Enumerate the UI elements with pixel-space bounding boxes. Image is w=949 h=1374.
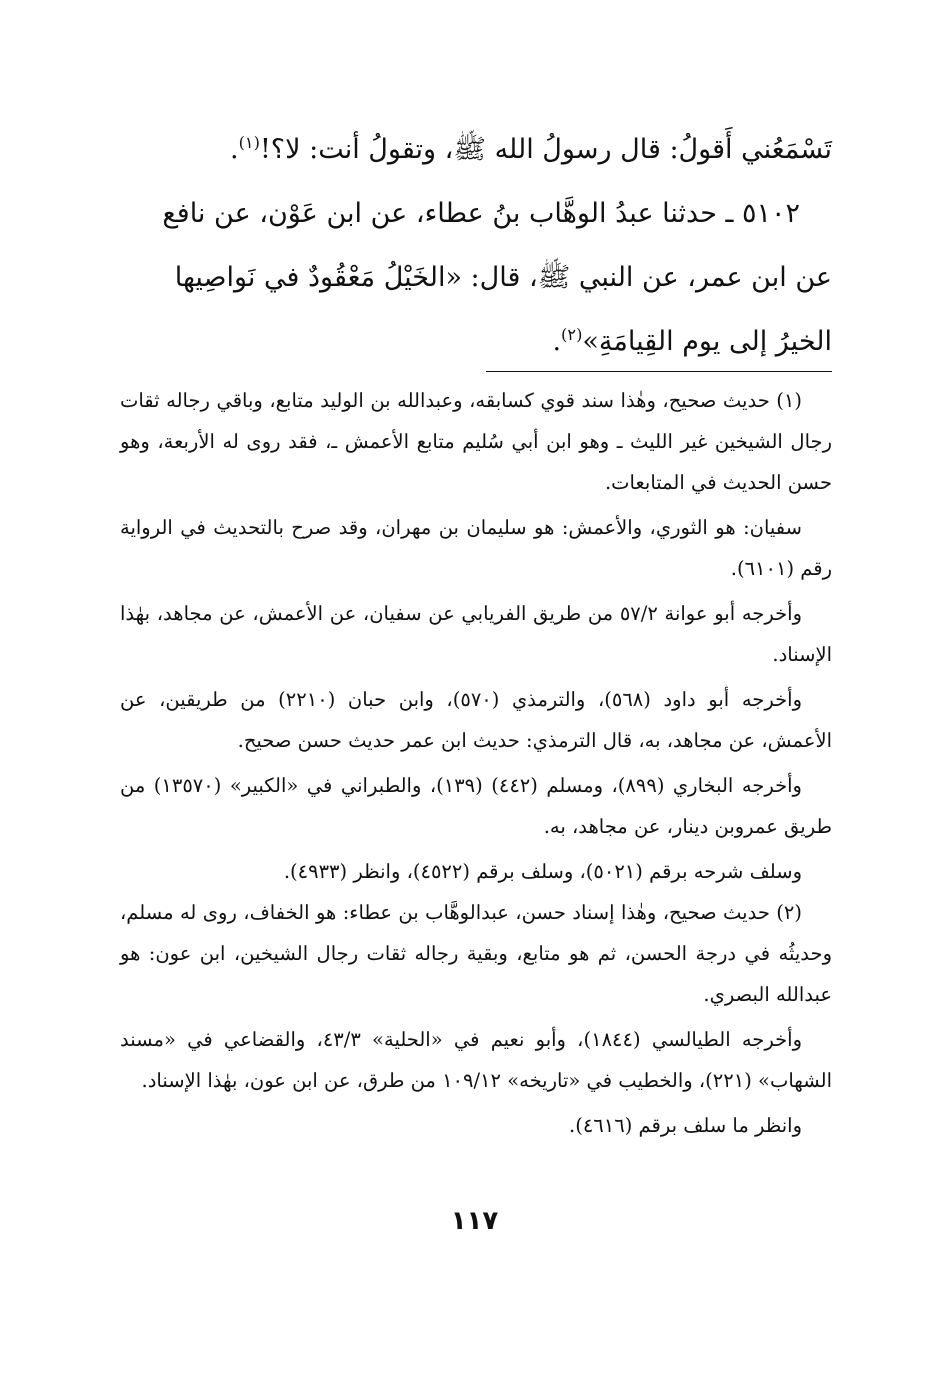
footnote-2: (٢) حديث صحيح، وهٰذا إسناد حسن، عبدالوهَّاب بن عطاء: هو الخفاف، روى له مسلم، وحديثُه في درجة الحسن، ثم هو متابع، وبقية رجاله ثقات رجال الشيخين، ابن عون: هو عبدالله البصري. <box>120 901 832 1006</box>
hadith-number: ٥١٠٢ ـ <box>725 198 800 229</box>
footnote-1: (١) حديث صحيح، وهٰذا سند قوي كسابقه، وعبدالله بن الوليد متابع، وباقي رجاله ثقات رجال الشيخين غير الليث ـ وهو ابن أبي سُليم متابع الأعمش ـ، فقد روى له الأربعة، وهو حسن الحديث في المتابعات. <box>120 389 832 494</box>
hadith-end: . <box>552 326 562 357</box>
footnote-separator <box>486 371 832 372</box>
footnote-1-abu-dawud: وأخرجه أبو داود (٥٦٨)، والترمذي (٥٧٠)، وابن حبان (٢٢١٠) من طريقين، عن الأعمش، عن مجاهد، به، قال الترمذي: حديث ابن عمر حديث حسن صحيح. <box>120 688 832 752</box>
hadith-text: حدثنا عبدُ الوهَّاب بنُ عطاء، عن ابن عَوْن، عن نافع عن ابن عمر، عن النبي ﷺ، قال: «الخَيْلُ مَعْقُودٌ في نَواصِيها الخيرُ إلى يوم القِيامَةِ» <box>162 198 832 357</box>
main-text <box>120 118 832 374</box>
opening-line-text: تَسْمَعُني أَقولُ: قال رسولُ الله ﷺ، وتقولُ أنت: لا؟! <box>259 134 832 165</box>
footnote-2-cross-reference: وانظر ما سلف برقم (٤٦١٦). <box>569 1114 802 1137</box>
footnote-ref-2: (٢) <box>561 325 583 344</box>
opening-line-end: . <box>229 134 239 165</box>
footnote-ref-1: (١) <box>238 133 260 152</box>
hadith-paragraph <box>120 182 832 374</box>
footnote-1-bukhari: وأخرجه البخاري (٨٩٩)، ومسلم (٤٤٢) (١٣٩)، والطبراني في «الكبير» (١٣٥٧٠) من طريق عمروبن دينار، عن مجاهد، به. <box>120 774 832 838</box>
page-number: ١١٧ <box>450 1206 499 1236</box>
footnote-1-cross-reference: وسلف شرحه برقم (٥٠٢١)، وسلف برقم (٤٥٢٢)، وانظر (٤٩٣٣). <box>283 860 802 883</box>
footnotes <box>120 380 832 1150</box>
footnote-2-sources: وأخرجه الطيالسي (١٨٤٤)، وأبو نعيم في «الحلية» ٤٣/٣، والقضاعي في «مسند الشهاب» (٢٢١)، والخطيب في «تاريخه» ١٠٩/١٢ من طرق، عن ابن عون، بهٰذا الإسناد. <box>120 1028 832 1092</box>
footnote-1-narrators: سفيان: هو الثوري، والأعمش: هو سليمان بن مهران، وقد صرح بالتحديث في الرواية رقم (٦١٠١). <box>120 516 832 580</box>
footnote-1-abu-awana: وأخرجه أبو عوانة ٥٧/٢ من طريق الفريابي عن سفيان، عن الأعمش، عن مجاهد، بهٰذا الإسناد. <box>120 602 832 666</box>
opening-line <box>120 118 832 182</box>
